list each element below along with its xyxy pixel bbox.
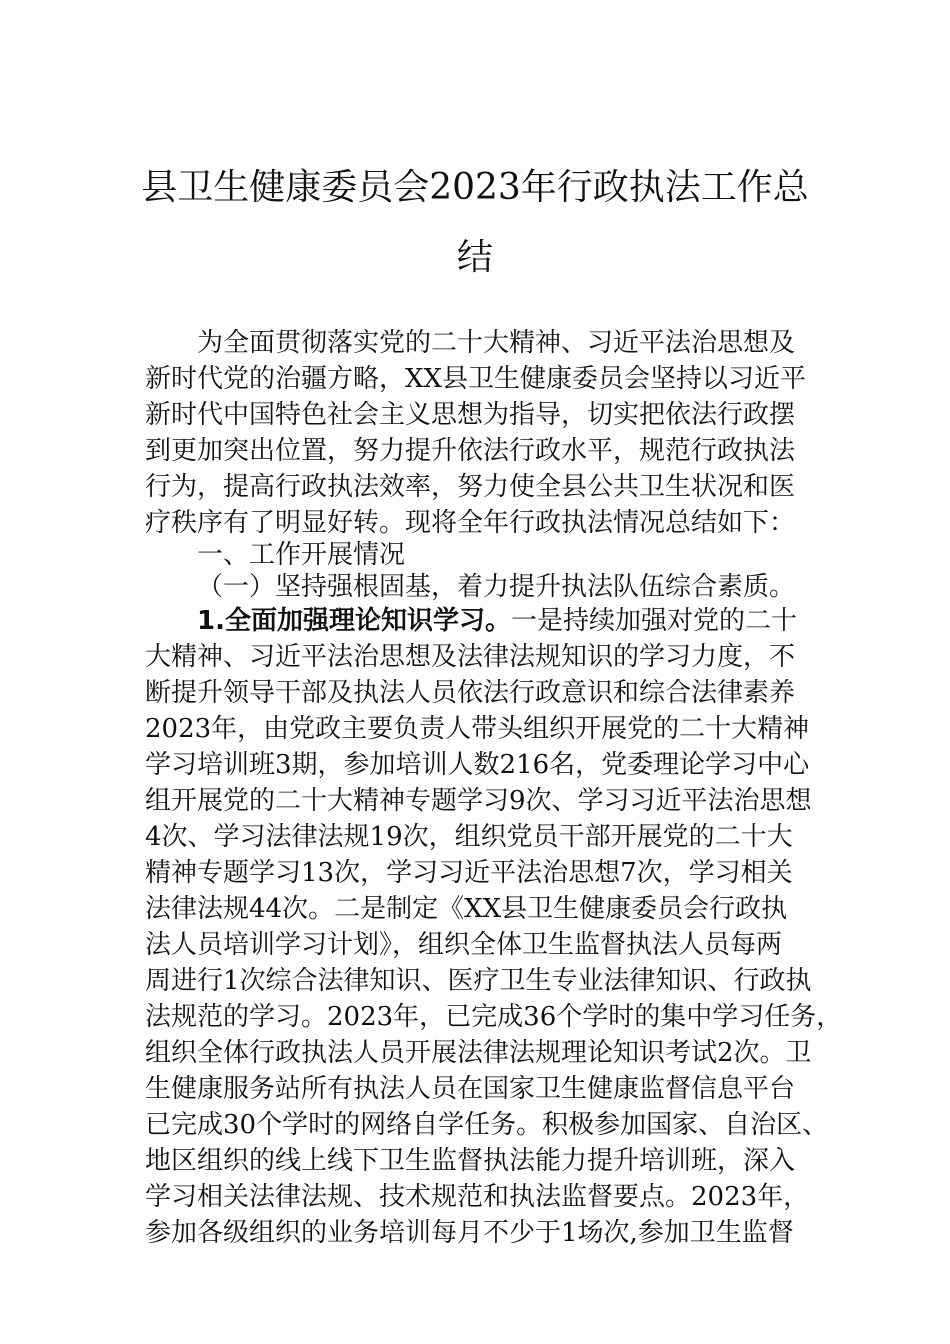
- paragraph-line-rest: 一是持续加强对党的二十: [510, 606, 797, 636]
- document-title-line-1: 县卫生健康委员会2023年行政执法工作总: [141, 167, 809, 208]
- paragraph-line: 生健康服务站所有执法人员在国家卫生健康监督信息平台: [145, 1074, 796, 1104]
- paragraph-line: 学习培训班3期，参加培训人数216名，党委理论学习中心: [145, 750, 810, 780]
- paragraph-line: 参加各级组织的业务培训每月不少于1场次,参加卫生监督: [145, 1218, 794, 1248]
- paragraph-line: 法规范的学习。2023年，已完成36个学时的集中学习任务，: [145, 1002, 843, 1032]
- paragraph-line: 到更加突出位置，努力提升依法行政水平，规范行政执法: [145, 436, 796, 466]
- paragraph-line: 地区组织的线上线下卫生监督执法能力提升培训班，深入: [145, 1146, 796, 1176]
- paragraph-line: 学习相关法律法规、技术规范和执法监督要点。2023年，: [145, 1182, 810, 1212]
- paragraph-line: 疗秩序有了明显好转。现将全年行政执法情况总结如下：: [145, 508, 796, 538]
- bold-lead-text: 1.全面加强理论知识学习。: [197, 606, 511, 636]
- paragraph-line: 法律法规44次。二是制定《XX县卫生健康委员会行政执: [145, 894, 788, 924]
- section-heading: 一、工作开展情况: [197, 540, 406, 570]
- paragraph-line: 行为，提高行政执法效率，努力使全县公共卫生状况和医: [145, 472, 796, 502]
- paragraph-line: 断提升领导干部及执法人员依法行政意识和综合法律素养: [145, 678, 796, 708]
- subsection-heading: （一）坚持强根固基，着力提升执法队伍综合素质。: [197, 572, 796, 602]
- paragraph-line: 新时代中国特色社会主义思想为指导，切实把依法行政摆: [145, 400, 796, 430]
- paragraph-line: 已完成30个学时的网络自学任务。积极参加国家、自治区、: [145, 1110, 829, 1140]
- paragraph-line: 为全面贯彻落实党的二十大精神、习近平法治思想及: [197, 328, 796, 358]
- paragraph-line: 4次、学习法律法规19次，组织党员干部开展党的二十大: [145, 822, 793, 852]
- paragraph-line: 2023年，由党政主要负责人带头组织开展党的二十大精神: [145, 714, 810, 744]
- document-title-line-2: 结: [456, 237, 493, 278]
- paragraph-line: 组织全体行政执法人员开展法律法规理论知识考试2次。卫: [145, 1038, 812, 1068]
- paragraph-line: 法人员培训学习计划》，组织全体卫生监督执法人员每两: [145, 930, 783, 960]
- paragraph-line: 新时代党的治疆方略，XX县卫生健康委员会坚持以习近平: [145, 364, 807, 394]
- paragraph-line-with-bold-lead: [197, 606, 797, 636]
- paragraph-line: 周进行1次综合法律知识、医疗卫生专业法律知识、行政执: [145, 966, 812, 996]
- paragraph-line: 大精神、习近平法治思想及法律法规知识的学习力度，不: [145, 642, 796, 672]
- paragraph-line: 组开展党的二十大精神专题学习9次、学习习近平法治思想: [145, 786, 812, 816]
- paragraph-line: 精神专题学习13次，学习习近平法治思想7次，学习相关: [145, 858, 793, 888]
